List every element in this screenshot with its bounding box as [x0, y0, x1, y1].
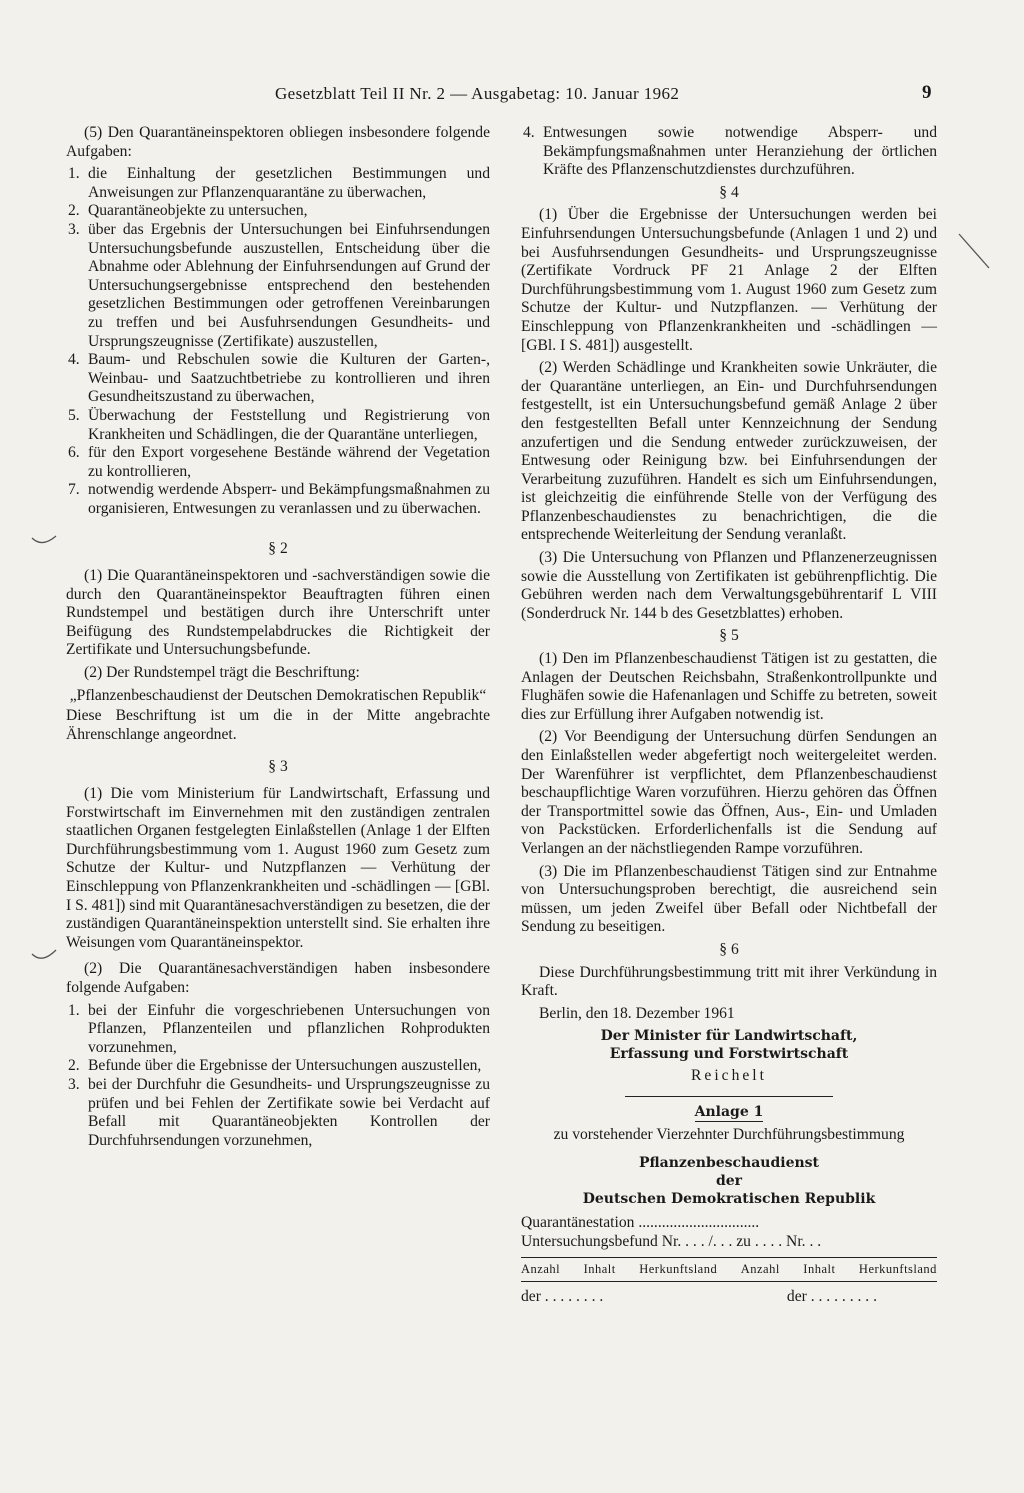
signatory-title-1: Der Minister für Landwirtschaft, [600, 1028, 858, 1045]
document-page [60, 74, 940, 1404]
section-2-paragraph-3: Diese Beschriftung ist um die in der Mitte angebrachte Ährenschlange angeordnet. [66, 707, 490, 743]
list-item: 3. bei der Durchfuhr die Gesundheits- und Ursprungszeugnisse zu prüfen und bei Fehlen der Zertifikate sowie bei Verdacht auf Befall mit Quarantäneobjekten Kontrollen der Durchfuhrsendungen vorzunehmen, [68, 1075, 490, 1149]
form-heading-1: Pflanzenbeschaudienst [638, 1155, 820, 1172]
section-3-paragraph-2: (2) Die Quarantänesachverständigen haben insbesondere folgende Aufgaben: [66, 960, 490, 996]
section-5-heading: § 5 [719, 627, 739, 645]
page-header [60, 74, 940, 108]
divider [625, 1096, 833, 1097]
section-5-paragraph-1: (1) Den im Pflanzenbeschaudienst Tätigen ist zu gestatten, die Anlagen der Deutschen Reichsbahn, Straßenkontrollpunkte und Flughäfen sowie die Hafenanlagen und Schiffe zu betreten, soweit dies zur Erfüllung ihrer Aufgaben notwendig ist. [521, 650, 937, 723]
section-3-heading: § 3 [268, 758, 288, 776]
section-4-paragraph-2: (2) Werden Schädlinge und Krankheiten sowie Unkräuter, die der Quarantäne unterliegen, an Ein- und Durchfuhrsendungen festgestellt, ist ein Untersuchungsbefund gemäß Anlage 2 über den festgestellten Befall unter Kennzeichnung der Sendung anzufertigen und die Sendung entweder zurückzuweisen, der Entwesung oder Reinigung bzw. bei Einfuhrsendungen der Verarbeitung zuzuführen. Handelt es sich um Einfuhrsendungen, ist gleichzeitig die einführende Stelle von der Verfügung des Pflanzenbeschaudienstes zu benachrichtigen, die die entsprechende Weiterleitung der Sendung veranlaßt. [521, 359, 937, 544]
section-2-paragraph-1: (1) Die Quarantäneinspektoren und -sachverständigen sowie die durch den Quarantäneinspektor Beauftragten führen einen Rundstempel und bestätigen durch ihre Unterschrift unter Beifügung des Rundstempelabdruckes die Richtigkeit der Zertifikate und Untersuchungsbefunde. [66, 567, 490, 659]
table-header-cell: Herkunftsland [639, 1262, 718, 1277]
paragraph-5-intro: (5) Den Quarantäneinspektoren obliegen insbesondere folgende Aufgaben: [66, 124, 490, 160]
list-item: 3. über das Ergebnis der Untersuchungen bei Einfuhrsendungen Untersuchungsbefunde auszustellen, Entscheidung über die Abnahme oder Ablehnung der Einfuhrsendungen auf Grund der Untersuchungsergebnisse entsprechend den bestehenden gesetzlichen Bestimmungen oder getroffenen Vereinbarungen zu treffen und bei Ausfuhrsendungen Gesundheits- und Ursprungszeugnisse (Zertifikate) auszustellen, [68, 220, 490, 350]
table-header-cell: Inhalt [583, 1262, 616, 1277]
duties-list-experts [66, 1002, 490, 1151]
annex-subtitle: zu vorstehender Vierzehnter Durchführungsbestimmung [553, 1125, 905, 1143]
form-table-header [521, 1257, 937, 1282]
section-2-paragraph-2: (2) Der Rundstempel trägt die Beschriftung: [84, 664, 360, 682]
right-column [521, 124, 937, 1306]
der-left: der . . . . . . . . [521, 1287, 604, 1305]
duties-list-inspectors [66, 165, 490, 518]
page-number: 9 [922, 82, 932, 103]
header-title: Gesetzblatt Teil II Nr. 2 — Ausgabetag: 10. Januar 1962 [275, 84, 680, 103]
form-report-number: Untersuchungsbefund Nr. . . . /. . . zu . . . . Nr. . . [521, 1232, 822, 1250]
der-right: der . . . . . . . . . [786, 1287, 877, 1305]
list-item: 6. für den Export vorgesehene Bestände während der Vegetation zu kontrollieren, [68, 444, 490, 480]
table-header-cell: Anzahl [740, 1262, 780, 1277]
list-item: 1. bei der Einfuhr die vorgeschriebenen Untersuchungen von Pflanzen, Pflanzenteilen und pflanzlichen Rohprodukten vorzunehmen, [68, 1001, 490, 1056]
left-column [66, 124, 490, 1154]
section-5-paragraph-3: (3) Die im Pflanzenbeschaudienst Tätigen sind zur Entnahme von Untersuchungsproben berechtigt, die ausreichend sein müssen, um jeden Zweifel über Befall oder Nichtbefall der Sendung zu beseitigen. [521, 862, 937, 936]
margin-pencil-mark [955, 230, 995, 275]
form-quarantine-station: Quarantänestation ............................... [521, 1214, 760, 1232]
form-heading-2: der [715, 1173, 743, 1190]
section-3-paragraph-1: (1) Die vom Ministerium für Landwirtschaft, Erfassung und Forstwirtschaft im Einvernehmen mit den zuständigen zentralen staatlichen Organen festgelegten Einlaßstellen (Anlage 1 der Elften Durchführungsbestimmung vom 1. August 1960 zum Gesetz zum Schutze der Kultur- und Nutzpflanzen — Verhütung der Einschleppung von Pflanzenkrankheiten und -schädlingen — [GBl. I S. 481]) sind mit Quarantänesachverständigen zu besetzen, die der zuständigen Quarantäneinspektion unterstellt sind. Sie erhalten ihre Weisungen vom Quarantäneinspektor. [66, 785, 490, 951]
section-4-paragraph-3: (3) Die Untersuchung von Pflanzen und Pflanzenerzeugnissen sowie die Ausstellung von Zertifikaten ist gebührenpflichtig. Die Gebühren werden nach dem Verwaltungsgebührentarif L VIII (Sonderdruck Nr. 144 b des Gesetzblattes) erhoben. [521, 549, 937, 622]
list-item: 4. Baum- und Rebschulen sowie die Kulturen der Garten-, Weinbau- und Saatzuchtbetriebe zu kontrollieren und ihren Gesundheitszustand zu überwachen, [68, 351, 490, 406]
table-header-cell: Herkunftsland [858, 1262, 937, 1277]
list-item: 2. Befunde über die Ergebnisse der Untersuchungen auszustellen, [68, 1057, 482, 1075]
section-6-paragraph-1: Diese Durchführungsbestimmung tritt mit ihrer Verkündung in Kraft. [521, 963, 937, 1000]
duties-list-continued [521, 124, 937, 180]
form-der-row [521, 1288, 937, 1307]
annex-form [521, 1154, 937, 1306]
section-5-paragraph-2: (2) Vor Beendigung der Untersuchung dürfen Sendungen an den Einlaßstellen weder abgefertigt noch weitergeleitet werden. Der Warenführer ist verpflichtet, dem Pflanzenbeschaudienst beschaupflichtige Waren vorzuführen. Hierzu gehören das Öffnen der Transportmittel sowie das Öffnen, Aus-, Ein- und Umladen von Packstücken. Erforderlichenfalls ist die Sendung auf Verlangen an der nächstliegenden Rampe vorzuführen. [521, 728, 937, 857]
section-2-heading: § 2 [268, 540, 288, 558]
form-heading-3: Deutschen Demokratischen Republik [582, 1191, 876, 1208]
annex-title: Anlage 1 [694, 1103, 764, 1120]
section-4-heading: § 4 [719, 183, 739, 201]
list-item: 5. Überwachung der Feststellung und Registrierung von Krankheiten und Schädlingen, die der Quarantäne unterliegen, [68, 406, 490, 443]
stamp-inscription: „Pflanzenbeschaudienst der Deutschen Demokratischen Republik“ [69, 686, 487, 704]
signatory-title-2: Erfassung und Forstwirtschaft [609, 1046, 849, 1063]
list-item: 7. notwendig werdende Absperr- und Bekämpfungsmaßnahmen zu organisieren, Entwesungen zu veranlassen und zu überwachen. [68, 481, 490, 517]
table-header-cell: Anzahl [521, 1262, 561, 1277]
signatory-name: Reichelt [691, 1067, 767, 1085]
margin-pencil-mark [30, 940, 60, 970]
list-item: 4. Entwesungen sowie notwendige Absperr- und Bekämpfungsmaßnahmen unter Heranziehung der örtlichen Kräfte des Pflanzenschutzdienstes durchzuführen. [523, 124, 937, 179]
list-item: 1. die Einhaltung der gesetzlichen Bestimmungen und Anweisungen zur Pflanzenquarantäne zu überwachen, [68, 165, 490, 201]
place-and-date: Berlin, den 18. Dezember 1961 [539, 1004, 735, 1022]
section-4-paragraph-1: (1) Über die Ergebnisse der Untersuchungen werden bei Einfuhrsendungen Untersuchungsbefunde (Anlagen 1 und 2) und bei Ausfuhrsendungen Gesundheits- und Ursprungszeugnisse (Zertifikate Vordruck PF 21 Anlage 2 der Elften Durchführungsbestimmung vom 1. August 1960 zum Gesetz zum Schutze der Kultur- und Nutzpflanzen. — Verhütung der Einschleppung von Pflanzenkrankheiten und -schädlingen — [GBl. I S. 481]) ausgestellt. [521, 206, 937, 354]
margin-pencil-mark [30, 520, 60, 550]
list-item: 2. Quarantäneobjekte zu untersuchen, [68, 202, 308, 220]
table-header-cell: Inhalt [803, 1262, 836, 1277]
section-6-heading: § 6 [719, 940, 739, 958]
